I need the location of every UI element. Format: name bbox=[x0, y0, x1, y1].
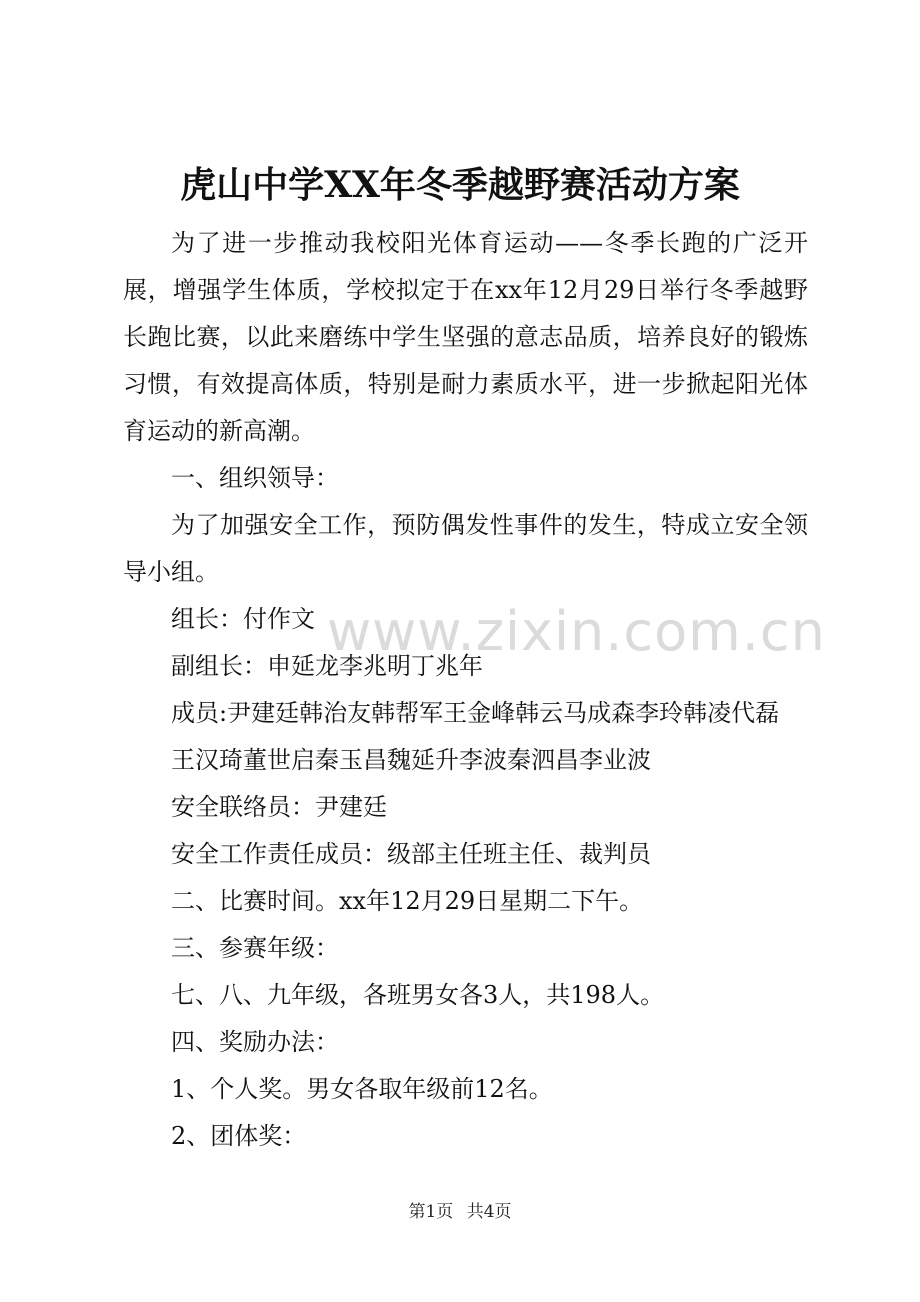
page-footer bbox=[0, 1200, 920, 1224]
section-heading-organization: 一、组织领导： bbox=[171, 464, 339, 492]
members-line-2: 王汉琦董世启秦玉昌魏延升李波秦泗昌李业波 bbox=[171, 746, 651, 774]
individual-award-line: 1、个人奖。男女各取年级前12名。 bbox=[171, 1075, 553, 1103]
safety-responsible-line: 安全工作责任成员：级部主任班主任、裁判员 bbox=[171, 840, 651, 868]
members-line-1: 成员:尹建廷韩治友韩帮军王金峰韩云马成森李玲韩凌代磊 bbox=[171, 699, 780, 727]
intro-paragraph: 为了进一步推动我校阳光体育运动——冬季长跑的广泛开展，增强学生体质，学校拟定于在xx年12月29日举行冬季越野长跑比赛，以此来磨练中学生坚强的意志品质，培养良好的锻炼习惯，有效提高体质，特别是耐力素质水平，进一步掀起阳光体育运动的新高潮。 bbox=[123, 229, 808, 445]
safety-liaison-line: 安全联络员：尹建廷 bbox=[171, 793, 387, 821]
section-heading-grades: 三、参赛年级： bbox=[171, 934, 339, 962]
deputy-leader-line: 副组长：申延龙李兆明丁兆年 bbox=[171, 652, 483, 680]
watermark: www.zixin.com.cn bbox=[327, 600, 826, 663]
document-title: 虎山中学XX年冬季越野赛活动方案 bbox=[180, 164, 740, 206]
organization-paragraph: 为了加强安全工作，预防偶发性事件的发生，特成立安全领导小组。 bbox=[123, 511, 808, 586]
grades-line: 七、八、九年级，各班男女各3人，共198人。 bbox=[171, 981, 665, 1009]
page-total: 共4页 bbox=[466, 1202, 512, 1222]
page-number: 第1页 bbox=[408, 1202, 454, 1222]
leader-line: 组长：付作文 bbox=[171, 605, 315, 633]
document-body bbox=[123, 220, 808, 1160]
team-award-line: 2、团体奖： bbox=[171, 1122, 307, 1150]
section-competition-time: 二、比赛时间。xx年12月29日星期二下午。 bbox=[171, 887, 644, 915]
section-heading-awards: 四、奖励办法： bbox=[171, 1028, 339, 1056]
